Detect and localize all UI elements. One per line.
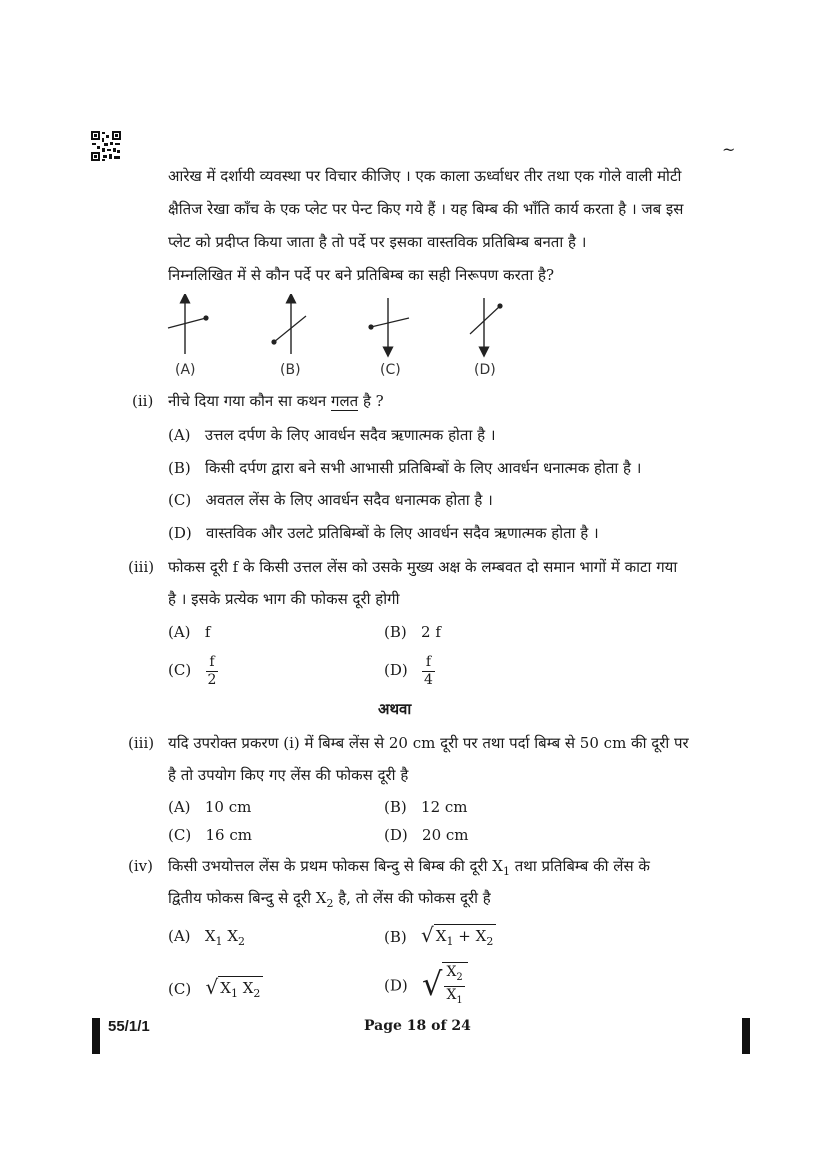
page-number: Page 18 of 24 [364,1018,471,1034]
figure-label-d: (D) [474,362,496,378]
question-iv-option-c: (C) √ $X_1$ $X_2$ [168,976,263,1004]
qr-code-icon [90,130,122,162]
figure-option-c [368,298,409,352]
sqrt-x1-x2: √ $X_1$ $X_2$ [206,976,264,1004]
footer-left-bar [92,1018,100,1054]
question-i-line-3: प्लेट को प्रदीप्त किया जाता है तो पर्दे पर इसका वास्तविक प्रतिबिम्ब बनता है । [168,233,587,251]
fraction-f-over-2: $\frac{f}{2}$ [207,653,217,688]
question-iii-alt-line-1: यदि उपरोक्त प्रकरण (i) में बिम्ब लेंस से 20 cm दूरी पर तथा पर्दा बिम्ब से 50 cm की दूरी पर [168,734,689,752]
sqrt-x2-over-x1: √ $\frac{X_2}{X_1}$ [422,962,468,1009]
question-iv-option-d: (D) √ $\frac{X_2}{X_1}$ [384,962,468,1009]
question-iii-option-d: (D) $\frac{f}{4}$ [384,653,433,688]
question-iii-number: (iii) [128,558,155,576]
question-ii-option-c: (C) अवतल लेंस के लिए आवर्धन सदैव धनात्मक होता है । [168,491,493,509]
image-options-figure [160,294,540,358]
corner-mark: ~ [722,140,736,159]
question-i-line-2: क्षैतिज रेखा काँच के एक प्लेट पर पेन्ट किए गये हैं । यह बिम्ब की भाँति कार्य करता है । जब इस [168,200,684,218]
figure-label-c: (C) [380,362,401,378]
sqrt-x1-plus-x2: √ $X_1 + X_2$ [421,924,496,952]
question-iii-alt-option-c: (C) 16 cm [168,826,252,844]
question-iii-alt-number: (iii) [128,734,155,752]
figure-option-a [168,298,209,354]
footer-right-bar [742,1018,750,1054]
fraction-f-over-4: $\frac{f}{4}$ [424,653,433,688]
question-i-line-1: आरेख में दर्शायी व्यवस्था पर विचार कीजिए । एक काला ऊर्ध्वाधर तीर तथा एक गोले वाली मोटी [168,167,682,185]
question-iii-alt-option-b: (B) 12 cm [384,798,468,816]
question-iv-number: (iv) [128,857,153,875]
question-ii-option-a: (A) उत्तल दर्पण के लिए आवर्धन सदैव ऋणात्मक होता है । [168,426,496,444]
question-iii-option-c: (C) $\frac{f}{2}$ [168,653,217,688]
or-separator: अथवा [378,700,412,718]
question-iii-option-a: (A) f [168,623,211,641]
question-iii-line-2: है । इसके प्रत्येक भाग की फोकस दूरी होगी [168,590,400,608]
question-iv-option-a: (A) $X_1$ $X_2$ [168,927,246,948]
figure-label-a: (A) [175,362,196,378]
question-iii-alt-line-2: है तो उपयोग किए गए लेंस की फोकस दूरी है [168,766,409,784]
question-iii-line-1: फोकस दूरी f के किसी उत्तल लेंस को उसके मुख्य अक्ष के लम्बवत दो समान भागों में काटा गया [168,558,678,576]
question-ii-option-b: (B) किसी दर्पण द्वारा बने सभी आभासी प्रतिबिम्बों के लिए आवर्धन धनात्मक होता है । [168,459,642,477]
question-ii-option-d: (D) वास्तविक और उलटे प्रतिबिम्बों के लिए आवर्धन सदैव ऋणात्मक होता है । [168,524,599,542]
question-i-line-4: निम्नलिखित में से कौन पर्दे पर बने प्रतिबिम्ब का सही निरूपण करता है? [168,266,555,284]
figure-option-d [470,298,503,352]
question-iii-alt-option-d: (D) 20 cm [384,826,469,844]
question-iv-line-2: द्वितीय फोकस बिन्दु से दूरी $X_2$ है, तो लेंस की फोकस दूरी है [168,889,491,910]
question-ii-stem: नीचे दिया गया कौन सा कथन गलत है ? [168,392,384,410]
question-iii-alt-option-a: (A) 10 cm [168,798,252,816]
figure-label-b: (B) [280,362,301,378]
paper-code: 55/1/1 [108,1018,150,1035]
figure-option-b [271,298,306,354]
question-ii-number: (ii) [132,392,154,410]
question-iv-option-b: (B) √ $X_1 + X_2$ [384,924,496,952]
question-iv-line-1: किसी उभयोत्तल लेंस के प्रथम फोकस बिन्दु से बिम्ब की दूरी $X_1$ तथा प्रतिबिम्ब की लेंस के [168,857,650,878]
question-iii-option-b: (B) 2 f [384,623,441,641]
